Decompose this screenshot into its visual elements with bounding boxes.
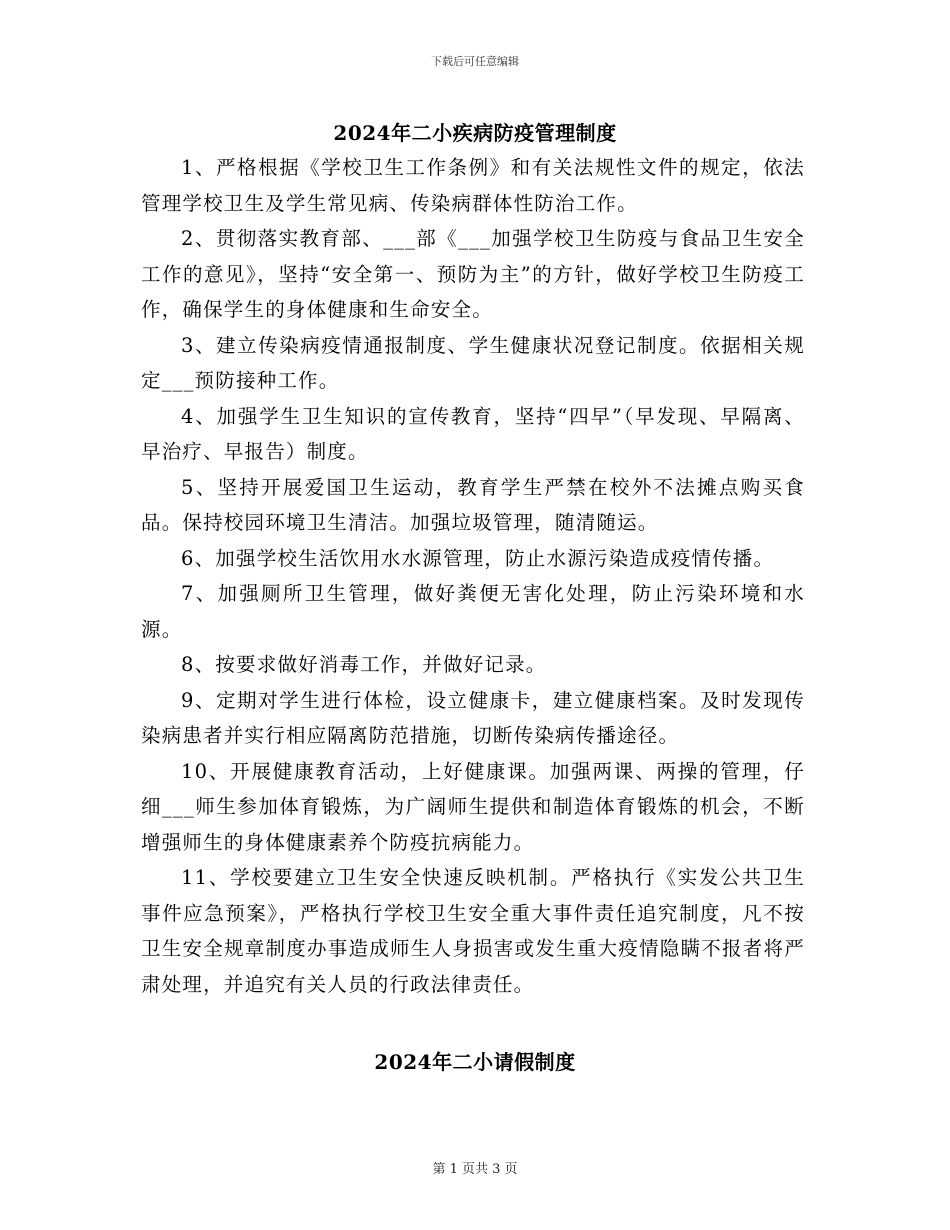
paragraph-5: 5、坚持开展爱国卫生运动，教育学生严禁在校外不法摊点购买食品。保持校园环境卫生清洁。加强垃圾管理，随清随运。 xyxy=(141,475,805,534)
paragraph-11: 11、学校要建立卫生安全快速反映机制。严格执行《实发公共卫生事件应急预案》，严格执行学校卫生安全重大事件责任追究制度，凡不按卫生安全规章制度办事造成师生人身损害或发生重大疫情隐瞒不报者将严肃处理，并追究有关人员的行政法律责任。 xyxy=(141,866,805,996)
paragraph-9: 9、定期对学生进行体检，设立健康卡，建立健康档案。及时发现传染病患者并实行相应隔离防范措施，切断传染病传播途径。 xyxy=(141,688,805,747)
paragraph-4: 4、加强学生卫生知识的宣传教育，坚持“四早”（早发现、早隔离、早治疗、早报告）制度。 xyxy=(141,404,805,463)
document-body xyxy=(141,150,805,1002)
document-title: 2024年二小疾病防疫管理制度 xyxy=(333,121,617,145)
page-footer: 第 1 页共 3 页 xyxy=(432,1162,518,1177)
paragraph-6: 6、加强学校生活饮用水水源管理，防止水源污染造成疫情传播。 xyxy=(181,546,775,570)
paragraph-3: 3、建立传染病疫情通报制度、学生健康状况登记制度。依据相关规定___预防接种工作。 xyxy=(141,333,805,392)
paragraph-2: 2、贯彻落实教育部、___部《___加强学校卫生防疫与食品卫生安全工作的意见》，坚持“安全第一、预防为主”的方针，做好学校卫生防疫工作，确保学生的身体健康和生命安全。 xyxy=(141,227,805,321)
paragraph-8: 8、按要求做好消毒工作，并做好记录。 xyxy=(181,653,547,676)
next-section-title: 2024年二小请假制度 xyxy=(374,1050,576,1074)
paragraph-1: 1、严格根据《学校卫生工作条例》和有关法规性文件的规定，依法管理学校卫生及学生常见病、传染病群体性防治工作。 xyxy=(141,156,805,215)
paragraph-10: 10、开展健康教育活动，上好健康课。加强两课、两操的管理，仔细___师生参加体育锻炼，为广阔师生提供和制造体育锻炼的机会，不断增强师生的身体健康素养个防疫抗病能力。 xyxy=(141,759,805,854)
paragraph-7: 7、加强厕所卫生管理，做好粪便无害化处理，防止污染环境和水源。 xyxy=(141,582,805,641)
page-header: 下载后可任意编辑 xyxy=(431,55,519,68)
